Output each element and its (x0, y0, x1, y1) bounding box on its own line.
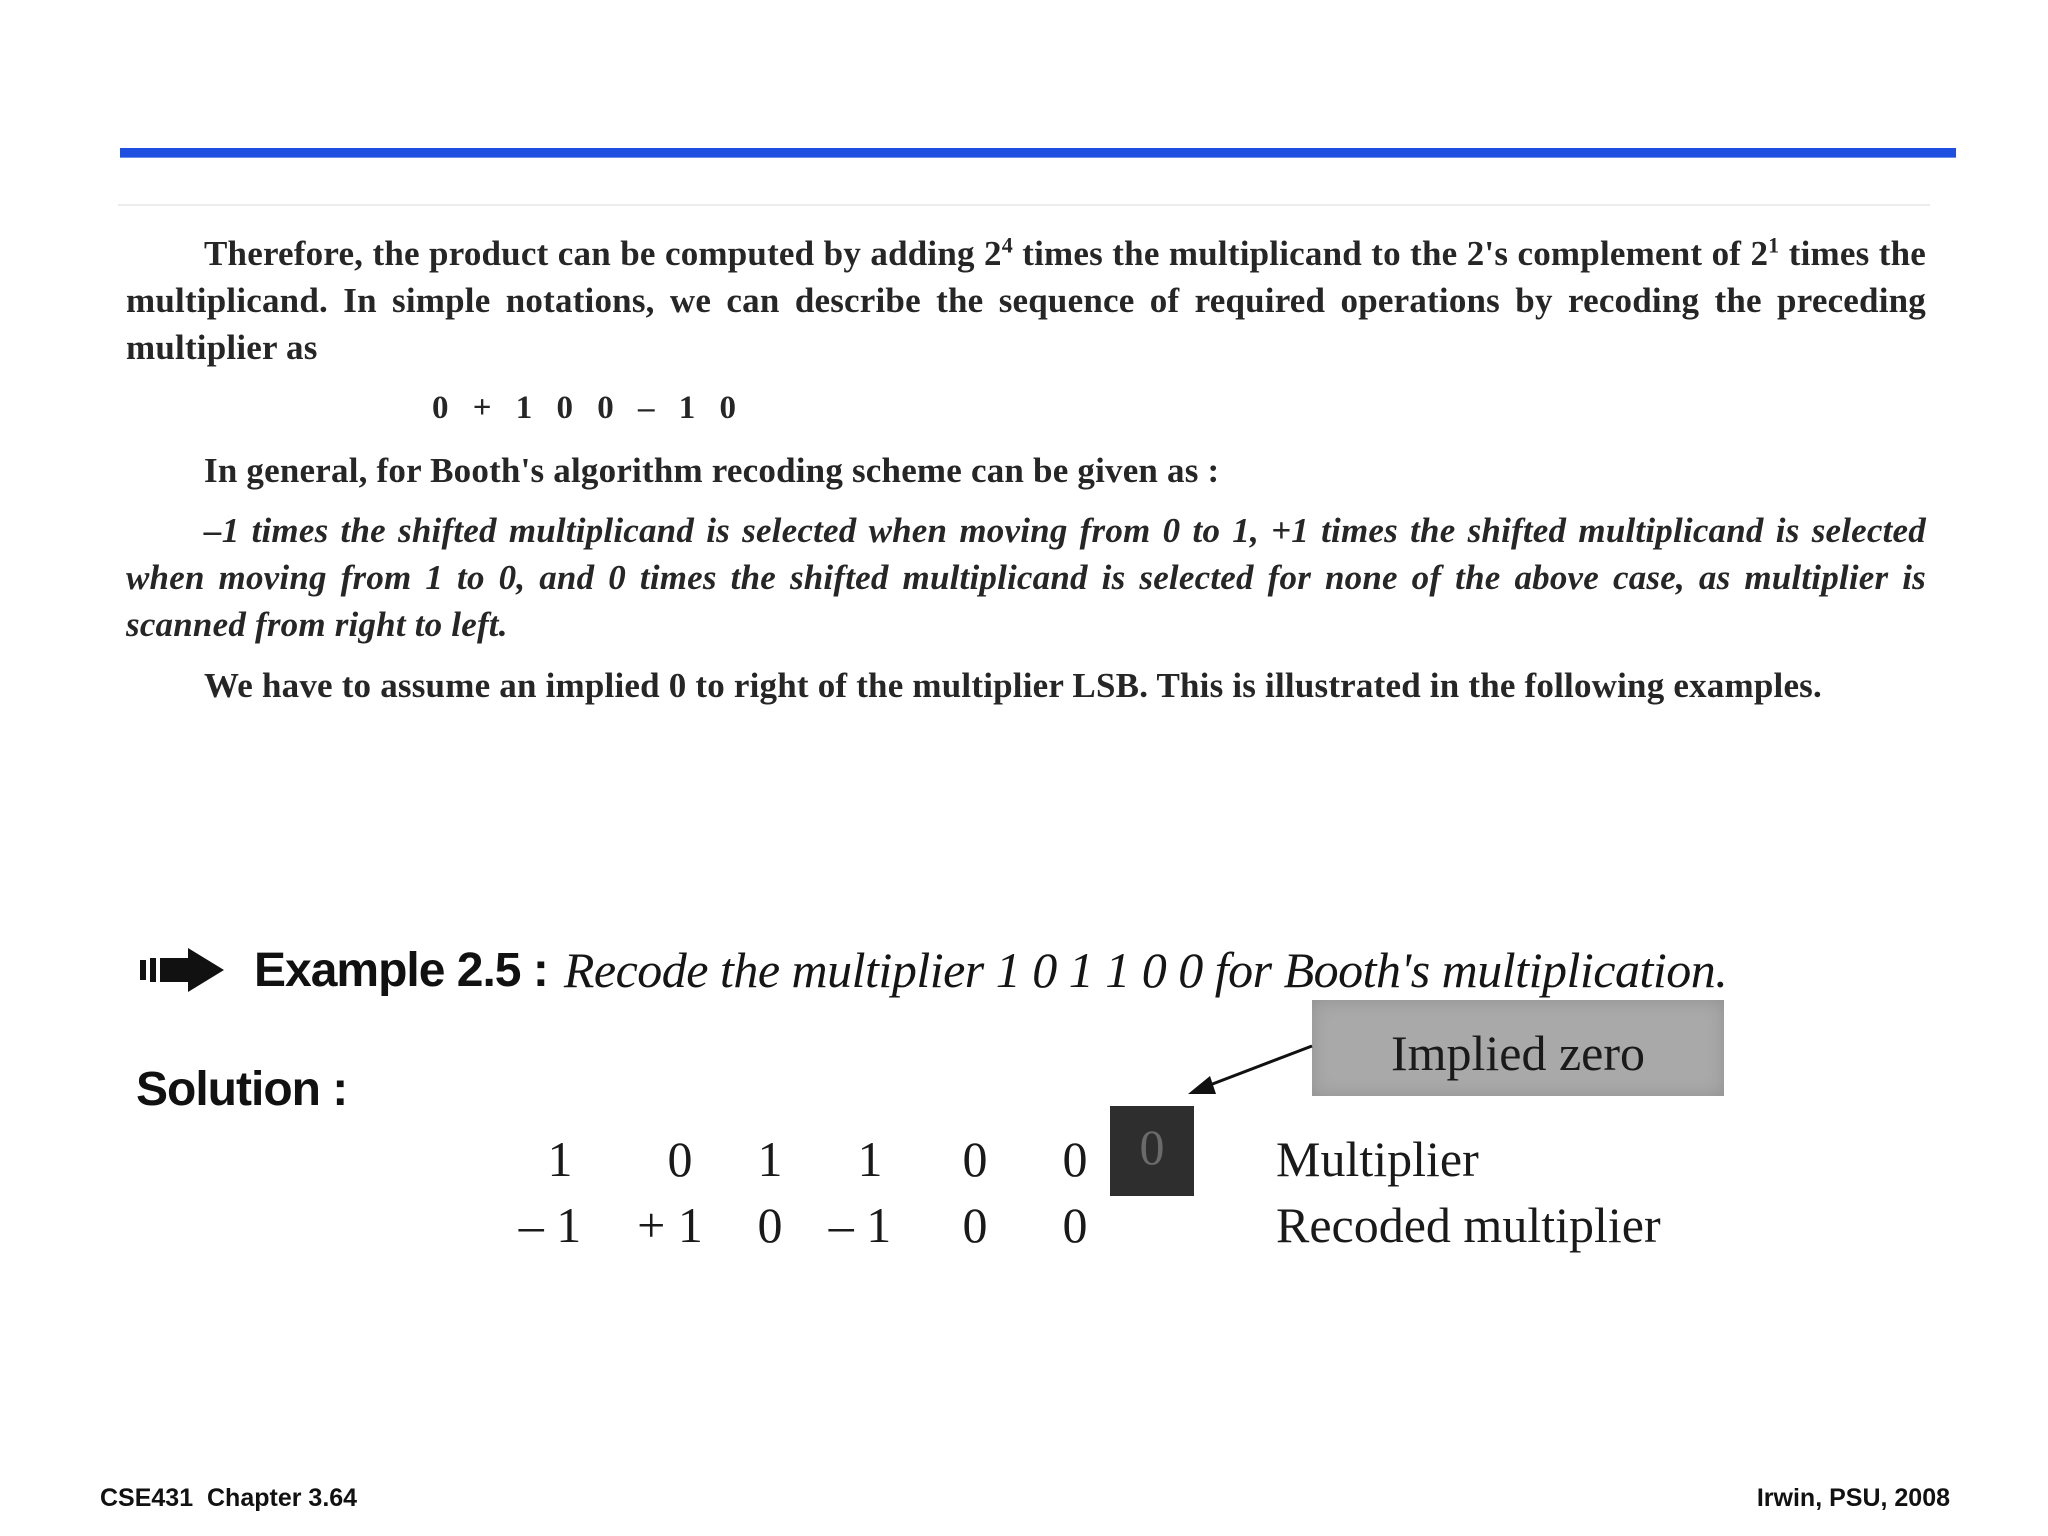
multiplier-digit: 0 (962, 1131, 988, 1187)
paragraph-text: –1 times the shifted multiplicand is selected when moving from 0 to 1, +1 times the shifted multiplicand is selected when moving from 1 to 0, and 0 times the shifted multiplicand is selected for none of the above case, as multiplier is scanned from (126, 511, 1926, 644)
scan-edge (118, 204, 1930, 206)
paragraph-text: Therefore, the product can be computed by adding 2 (204, 234, 1002, 273)
footer-course: CSE431 Chapter 3.64 (100, 1484, 358, 1512)
recoded-row-label: Recoded multiplier (1276, 1197, 1661, 1253)
multiplier-digit: 1 (857, 1131, 883, 1187)
paragraph-rule (126, 507, 1926, 648)
example-heading (138, 940, 1727, 1000)
paragraph-assume (126, 662, 1926, 709)
multiplier-digit: 1 (547, 1131, 573, 1187)
multiplier-digit: 0 (667, 1131, 693, 1187)
paragraph-text: In general, for Booth's algorithm recoding scheme can be given as : (204, 451, 1220, 490)
recoded-digit: 0 (757, 1197, 783, 1253)
paragraph-text: times the multiplicand. In simple notations, we can describe the sequence of required operations by recoding the preceding multiplier as (126, 234, 1926, 367)
multiplier-row-label: Multiplier (1276, 1131, 1479, 1187)
multiplier-digit: 1 (757, 1131, 783, 1187)
paragraph-text: We have to assume an implied 0 to right of the multiplier LSB. This is illustrated in the following examples. (204, 666, 1822, 705)
recoded-digit: – 1 (828, 1197, 892, 1253)
recoded-digit: 0 (962, 1197, 988, 1253)
recoded-digit: 0 (1062, 1197, 1088, 1253)
recoded-digit: + 1 (637, 1197, 703, 1253)
emphasis-text: right to left (334, 605, 499, 644)
solution-label: Solution : (136, 1063, 348, 1116)
recoded-sequence: 0 + 1 0 0 – 1 0 (432, 390, 745, 426)
arrow-right-icon (138, 944, 226, 996)
paragraph-product (126, 230, 1926, 371)
callout-arrow-icon (1180, 1040, 1320, 1100)
paragraph-text: times the multiplicand to the 2's complement of 2 (1012, 234, 1769, 273)
multiplier-digit: 0 (1062, 1131, 1088, 1187)
example-label: Example 2.5 : (254, 943, 548, 997)
exponent: 4 (1001, 232, 1013, 258)
recoded-digit: – 1 (518, 1197, 582, 1253)
header-rule (120, 148, 1956, 157)
footer-credit: Irwin, PSU, 2008 (1756, 1484, 1950, 1512)
implied-zero-digit: 0 (1139, 1119, 1165, 1175)
paragraph-text: . (498, 605, 508, 644)
exponent: 1 (1768, 232, 1780, 258)
implied-zero-label: Implied zero (1390, 1025, 1646, 1081)
paragraph-general (126, 447, 1926, 494)
example-text: Recode the multiplier 1 0 1 1 0 0 for Booth's multiplication. (563, 942, 1728, 998)
